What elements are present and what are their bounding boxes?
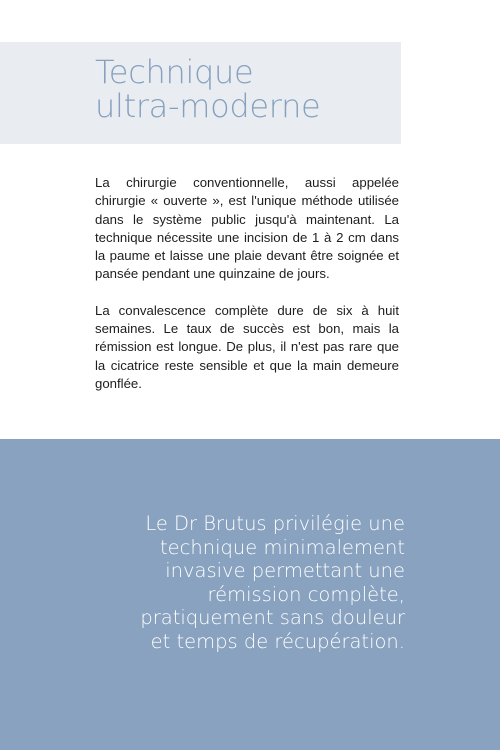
quote-line-6: et temps de récupération. <box>150 629 405 653</box>
quote-line-2: technique minimalement <box>160 535 405 559</box>
quote-line-5: pratiquement sans douleur <box>140 606 405 629</box>
pull-quote <box>75 512 405 653</box>
body-paragraph-2: La convalescence complète dure de six à huit semaines. Le taux de succès est bon, mais la rémission est longue. De plus, il n'est pas rare que la cicatrice reste sensible et que la main demeure gonflée. <box>95 302 399 391</box>
title-line-2: ultra-moderne <box>95 87 321 125</box>
quote-line-4: rémission complète, <box>207 582 405 606</box>
page-title <box>95 55 395 123</box>
quote-line-3: invasive permettant une <box>165 559 405 582</box>
title-line-1: Technique <box>95 53 254 91</box>
quote-line-1: Le Dr Brutus privilégie une <box>145 512 405 535</box>
body-text <box>95 174 399 411</box>
body-paragraph-1: La chirurgie conventionnelle, aussi appelée chirurgie « ouverte », est l'unique méthode utilisée dans le système public jusqu'à maintenant. La technique nécessite une incision de 1 à 2 cm dans la paume et laisse une plaie devant être soignée et pansée pendant une quinzaine de jours. <box>95 175 399 282</box>
